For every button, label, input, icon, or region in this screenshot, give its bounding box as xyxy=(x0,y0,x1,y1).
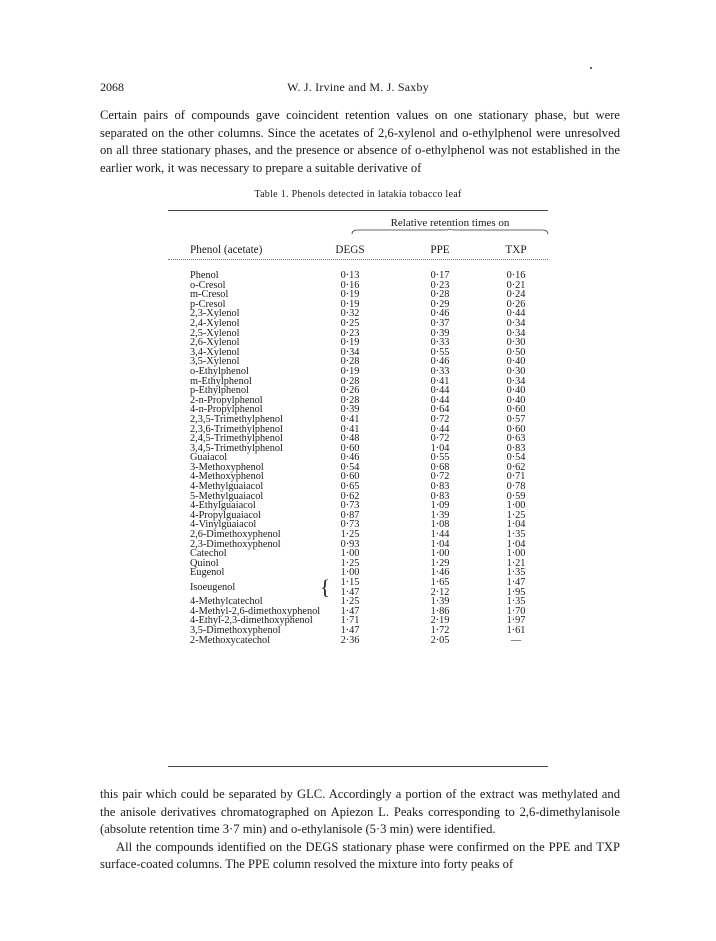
txp-value: 0·60 xyxy=(506,423,526,435)
ppe-value: 1·72 xyxy=(430,624,450,636)
ppe-value: 0·64 xyxy=(430,404,450,416)
phenol-name: 2,3-Xylenol xyxy=(190,308,240,320)
ppe-value: 1·29 xyxy=(430,557,450,569)
degs-value: 0·93 xyxy=(340,538,360,550)
table-row xyxy=(190,540,560,550)
degs-value: 0·41 xyxy=(340,413,360,425)
txp-value: 1·70 xyxy=(506,605,526,617)
ppe-value: 1·44 xyxy=(430,529,450,541)
header-ppe: PPE xyxy=(430,244,450,256)
ppe-value: 0·17 xyxy=(430,270,450,281)
phenol-name: 4-Propylguaiacol xyxy=(190,509,261,521)
txp-value: 0·54 xyxy=(506,452,526,464)
txp-value: 0·40 xyxy=(506,385,526,397)
degs-value: 1·25 xyxy=(340,557,360,569)
txp-value: 0·26 xyxy=(506,298,526,310)
txp-value: 0·44 xyxy=(506,308,526,320)
txp-value: 0·34 xyxy=(506,317,526,329)
phenol-name: 2,3-Dimethoxyphenol xyxy=(190,538,281,550)
txp-value: 0·50 xyxy=(506,346,526,358)
phenol-name: 4-Vinylguaiacol xyxy=(190,519,257,531)
degs-value: 0·87 xyxy=(340,509,360,521)
table-row xyxy=(190,300,560,310)
phenol-name: 2,4-Xylenol xyxy=(190,317,240,329)
header-txp: TXP xyxy=(505,244,527,256)
paragraph-text: All the compounds identified on the DEGS stationary phase were confirmed on the PPE and TXP surface-coated columns. The PPE column resolved the mixture into forty peaks of xyxy=(100,839,620,872)
table-row xyxy=(190,329,560,339)
degs-value: 0·28 xyxy=(340,356,360,368)
txp-value-line: 1·47 xyxy=(506,577,526,588)
ppe-value: 1·04 xyxy=(430,442,450,454)
txp-value: 1·21 xyxy=(506,557,526,569)
degs-value: 0·28 xyxy=(340,394,360,406)
phenol-name: Guaiacol xyxy=(190,452,228,464)
txp-value: 0·34 xyxy=(506,327,526,339)
txp-value: 0·30 xyxy=(506,365,526,377)
header-phenol: Phenol (acetate) xyxy=(190,244,263,256)
degs-value: 2·36 xyxy=(340,634,360,646)
degs-value: 0·19 xyxy=(340,298,360,310)
txp-value: 0·40 xyxy=(506,394,526,406)
phenol-name: m-Ethylphenol xyxy=(190,375,252,387)
ppe-value: 0·44 xyxy=(430,423,450,435)
degs-value: 0·25 xyxy=(340,317,360,329)
txp-value xyxy=(490,578,542,597)
phenol-name: 4-Methyl-2,6-dimethoxyphenol xyxy=(190,605,321,617)
phenol-name: 3,4,5-Trimethylphenol xyxy=(190,442,283,454)
ppe-value: 0·28 xyxy=(430,289,450,301)
phenol-name: 3-Methoxyphenol xyxy=(190,461,264,473)
table-row xyxy=(190,290,560,300)
degs-value: 0·19 xyxy=(340,365,360,377)
degs-value: 0·16 xyxy=(340,279,360,291)
table-row xyxy=(190,338,560,348)
ppe-value: 1·00 xyxy=(430,548,450,560)
phenol-name: Quinol xyxy=(190,557,219,569)
phenol-name: 2-n-Propylphenol xyxy=(190,394,263,406)
phenol-name: Phenol xyxy=(190,270,219,281)
degs-value: 1·71 xyxy=(340,615,360,627)
degs-value: 1·00 xyxy=(340,548,360,560)
txp-value: 0·83 xyxy=(506,442,526,454)
phenol-name: 2-Methoxycatechol xyxy=(190,634,271,646)
txp-value: 0·34 xyxy=(506,375,526,387)
txp-value: 1·35 xyxy=(506,567,526,579)
ppe-value: 1·39 xyxy=(430,509,450,521)
degs-value: 0·73 xyxy=(340,519,360,531)
table-bottom-rule xyxy=(168,766,548,767)
ppe-value: 1·04 xyxy=(430,538,450,550)
degs-value: 0·28 xyxy=(340,375,360,387)
phenol-name: p-Ethylphenol xyxy=(190,385,249,397)
degs-value xyxy=(324,578,376,597)
phenol-name: 4-Ethylguaiacol xyxy=(190,500,256,512)
ppe-value: 0·29 xyxy=(430,298,450,310)
degs-value: 1·25 xyxy=(340,529,360,541)
txp-value: 1·25 xyxy=(506,509,526,521)
ppe-value: 0·39 xyxy=(430,327,450,339)
phenol-name: m-Cresol xyxy=(190,289,229,301)
degs-value: 0·39 xyxy=(340,404,360,416)
degs-value: 1·00 xyxy=(340,567,360,579)
phenol-name: 2,6-Dimethoxyphenol xyxy=(190,529,281,541)
ppe-value: 0·83 xyxy=(430,481,450,493)
phenol-name: 3,4-Xylenol xyxy=(190,346,240,358)
degs-value: 0·19 xyxy=(340,337,360,349)
ppe-value: 0·55 xyxy=(430,346,450,358)
degs-value: 0·62 xyxy=(340,490,360,502)
degs-value: 1·47 xyxy=(340,624,360,636)
ppe-value: 0·37 xyxy=(430,317,450,329)
ppe-value: 0·72 xyxy=(430,433,450,445)
ppe-value: 1·39 xyxy=(430,596,450,608)
txp-value: 1·00 xyxy=(506,548,526,560)
table-header-rule xyxy=(168,259,548,260)
phenol-name: 3,5-Dimethoxyphenol xyxy=(190,624,281,636)
phenol-name: 2,5-Xylenol xyxy=(190,327,240,339)
degs-value: 0·34 xyxy=(340,346,360,358)
txp-value: 1·04 xyxy=(506,519,526,531)
top-paragraph xyxy=(100,107,620,177)
ppe-value: 2·19 xyxy=(430,615,450,627)
txp-value: 1·61 xyxy=(506,624,526,636)
ppe-value: 0·68 xyxy=(430,461,450,473)
txp-value-line: 1·95 xyxy=(506,586,526,598)
txp-value: 1·97 xyxy=(506,615,526,627)
table-row xyxy=(190,281,560,291)
ppe-value: 0·44 xyxy=(430,394,450,406)
ppe-value: 1·86 xyxy=(430,605,450,617)
txp-value: 0·63 xyxy=(506,433,526,445)
ppe-value: 1·46 xyxy=(430,567,450,579)
phenol-name: 2,4,5-Trimethylphenol xyxy=(190,433,283,445)
paragraph-text: this pair which could be separated by GLC. Accordingly a portion of the extract was methylated and the anisole derivatives chromatographed on Apiezon L. Peaks corresponding to 2,6-dimethylanisole (absolute retention time 3·7 min) and o-ethylanisole (5·3 min) were identified. xyxy=(100,787,620,837)
phenol-name: 4-Methoxyphenol xyxy=(190,471,264,483)
txp-value: 0·57 xyxy=(506,413,526,425)
ppe-value: 0·33 xyxy=(430,365,450,377)
column-group-header: Relative retention times on xyxy=(390,217,510,229)
degs-value: 0·19 xyxy=(340,289,360,301)
ppe-value-line: 1·65 xyxy=(430,577,450,588)
ppe-value: 0·23 xyxy=(430,279,450,291)
degs-value: 0·65 xyxy=(340,481,360,493)
ppe-value: 0·44 xyxy=(430,385,450,397)
paragraph-text: Certain pairs of compounds gave coincident retention values on one stationary phase, but were separated on the other columns. Since the acetates of 2,6-xylenol and o-ethylphenol were unresolved on all three stationary phases, and the presence or absence of o-ethylphenol was not established in the earlier work, it was necessary to prepare a suitable derivative of xyxy=(100,108,620,175)
txp-value: 0·30 xyxy=(506,337,526,349)
degs-value: 0·26 xyxy=(340,385,360,397)
ppe-value: 0·55 xyxy=(430,452,450,464)
column-group-brace xyxy=(350,229,550,235)
phenol-name: 3,5-Xylenol xyxy=(190,356,240,368)
txp-value: 0·62 xyxy=(506,461,526,473)
table-row xyxy=(190,271,560,281)
stray-mark xyxy=(590,67,592,69)
ppe-value: 0·46 xyxy=(430,356,450,368)
table-row xyxy=(190,348,560,358)
table-row xyxy=(190,309,560,319)
degs-value-line: 1·47 xyxy=(340,586,360,598)
degs-value: 0·41 xyxy=(340,423,360,435)
value-brace: { xyxy=(320,575,331,599)
table-top-rule xyxy=(168,210,548,211)
degs-value: 0·32 xyxy=(340,308,360,320)
phenol-name: 4-Methylguaiacol xyxy=(190,481,264,493)
table-row xyxy=(190,568,560,578)
running-head: W. J. Irvine and M. J. Saxby xyxy=(287,80,429,94)
degs-value: 0·46 xyxy=(340,452,360,464)
txp-value: 0·21 xyxy=(506,279,526,291)
ppe-value: 0·72 xyxy=(430,413,450,425)
phenol-name: o-Ethylphenol xyxy=(190,365,249,377)
txp-value: 1·00 xyxy=(506,500,526,512)
table-row xyxy=(190,444,560,454)
degs-value-line: 1·15 xyxy=(340,577,360,588)
ppe-value: 1·08 xyxy=(430,519,450,531)
table-row xyxy=(190,549,560,559)
table-row xyxy=(190,559,560,569)
phenol-name: 4-Methylcatechol xyxy=(190,596,263,608)
phenol-name: o-Cresol xyxy=(190,279,226,291)
page-number: 2068 xyxy=(100,80,124,94)
degs-value: 0·48 xyxy=(340,433,360,445)
table-row xyxy=(190,319,560,329)
txp-value: 0·24 xyxy=(506,289,526,301)
table-row xyxy=(190,575,560,599)
phenol-name: 2,3,6-Trimethylphenol xyxy=(190,423,283,435)
ppe-value: 1·09 xyxy=(430,500,450,512)
header-degs: DEGS xyxy=(335,244,365,256)
phenol-name: 2,6-Xylenol xyxy=(190,337,240,349)
ppe-value: 0·72 xyxy=(430,471,450,483)
phenol-name: Eugenol xyxy=(190,567,225,579)
ppe-value: 2·05 xyxy=(430,634,450,646)
table-caption: Table 1. Phenols detected in latakia tobacco leaf xyxy=(254,189,462,200)
phenol-name: 2,3,5-Trimethylphenol xyxy=(190,413,283,425)
ppe-value xyxy=(414,578,466,597)
degs-value: 0·13 xyxy=(340,270,360,281)
degs-value: 0·73 xyxy=(340,500,360,512)
ppe-value: 0·41 xyxy=(430,375,450,387)
ppe-value: 0·46 xyxy=(430,308,450,320)
phenol-name: Catechol xyxy=(190,548,227,560)
ppe-value-line: 2·12 xyxy=(430,586,450,598)
txp-value: 0·60 xyxy=(506,404,526,416)
bottom-text xyxy=(100,786,620,874)
degs-value: 0·60 xyxy=(340,471,360,483)
degs-value: 1·47 xyxy=(340,605,360,617)
phenol-name: p-Cresol xyxy=(190,298,226,310)
txp-value: 1·04 xyxy=(506,538,526,550)
phenol-name: 5-Methylguaiacol xyxy=(190,490,264,502)
txp-value: 0·59 xyxy=(506,490,526,502)
degs-value: 1·25 xyxy=(340,596,360,608)
txp-value: 0·71 xyxy=(506,471,526,483)
ppe-value: 0·83 xyxy=(430,490,450,502)
ppe-value: 0·33 xyxy=(430,337,450,349)
phenol-name: Isoeugenol xyxy=(190,582,236,593)
txp-value: 0·16 xyxy=(506,270,526,281)
table-body xyxy=(190,271,560,645)
table-row xyxy=(190,636,560,646)
txp-value: — xyxy=(510,634,522,646)
degs-value: 0·23 xyxy=(340,327,360,339)
phenol-name: 4-n-Propylphenol xyxy=(190,404,263,416)
txp-value: 1·35 xyxy=(506,529,526,541)
txp-value: 0·78 xyxy=(506,481,526,493)
degs-value: 0·54 xyxy=(340,461,360,473)
phenol-name: 4-Ethyl-2,3-dimethoxyphenol xyxy=(190,615,313,627)
txp-value: 1·35 xyxy=(506,596,526,608)
txp-value: 0·40 xyxy=(506,356,526,368)
degs-value: 0·60 xyxy=(340,442,360,454)
